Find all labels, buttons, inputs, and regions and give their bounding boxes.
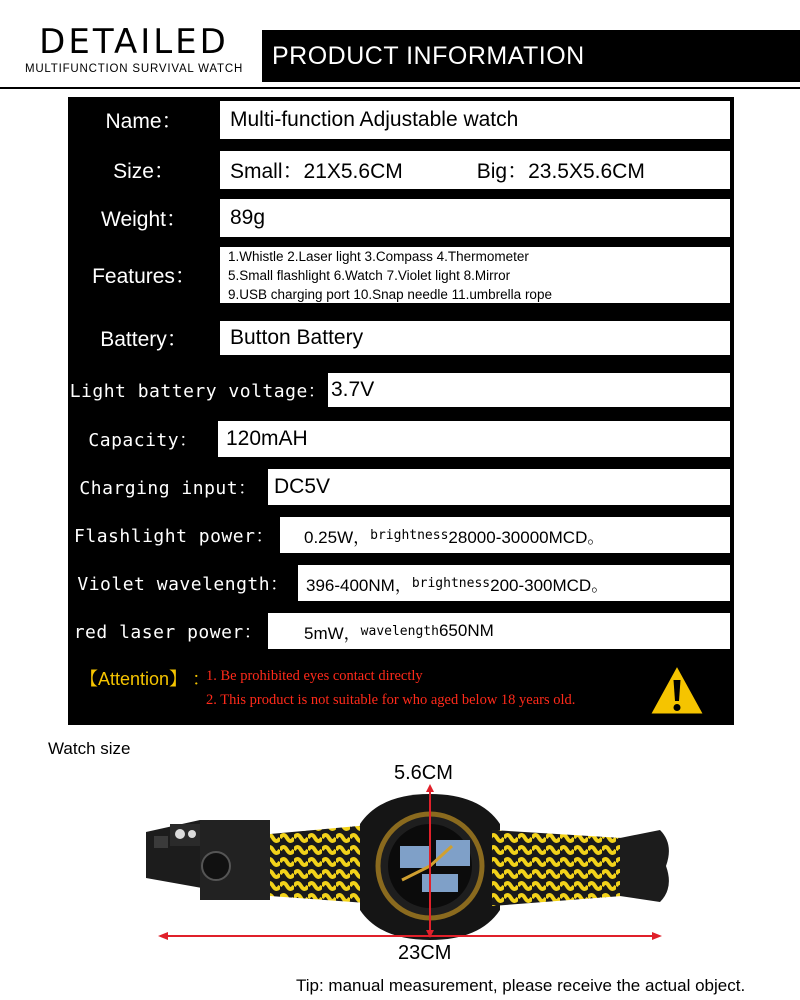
brand-subtitle: MULTIFUNCTION SURVIVAL WATCH <box>24 63 244 75</box>
value-part: wavelength <box>360 623 439 639</box>
header-divider <box>0 87 800 89</box>
measurement-tip: Tip: manual measurement, please receive the actual object. <box>296 976 746 995</box>
spec-row-name <box>68 97 734 143</box>
attention-title <box>80 665 210 691</box>
value-part: 396-400NM， <box>306 575 412 595</box>
spec-label: Capacity： <box>88 430 198 451</box>
spec-row-size <box>68 147 734 193</box>
spec-label: Flashlight power： <box>74 526 274 547</box>
feature-line: 9.USB charging port 10.Snap needle 11.umbrella rope <box>228 286 552 302</box>
section-title: PRODUCT INFORMATION <box>262 30 800 82</box>
spec-row-battery <box>68 317 734 359</box>
value-part: 0.25W， <box>304 527 371 547</box>
spec-value: Multi-function Adjustable watch <box>220 101 730 139</box>
attention-box <box>68 657 734 725</box>
height-dimension: 5.6CM <box>394 762 453 784</box>
watch-illustration <box>140 784 680 944</box>
value-part: 650NM <box>438 621 494 640</box>
spec-label: Light battery voltage： <box>69 381 327 402</box>
value-part: brightness <box>370 527 449 543</box>
brand-title: DETAILED <box>39 22 229 62</box>
spec-row-capacity <box>68 417 734 461</box>
spec-label: Violet wavelength： <box>77 574 289 595</box>
spec-label: Name： <box>105 110 183 133</box>
spec-label: Charging input： <box>79 478 257 499</box>
value-part: 5mW， <box>304 623 361 643</box>
spec-row-violet <box>68 561 734 605</box>
spec-value: 89g <box>220 199 730 237</box>
spec-row-charging <box>68 465 734 509</box>
feature-line: 5.Small flashlight 6.Watch 7.Violet light 8.Mirror <box>228 267 511 283</box>
value-part: 28000-30000MCD。 <box>448 527 605 547</box>
value-part: brightness <box>411 575 491 591</box>
spec-value: 120mAH <box>218 421 730 457</box>
spec-label: Size： <box>113 160 175 183</box>
spec-label: Weight： <box>101 208 187 231</box>
attention-colon: ： <box>192 669 211 689</box>
spec-value: DC5V <box>268 469 730 505</box>
spec-label: Battery： <box>100 328 188 351</box>
spec-row-laser <box>68 609 734 653</box>
spec-value: Button Battery <box>220 321 730 355</box>
spec-value <box>298 565 730 601</box>
spec-row-voltage <box>68 369 734 411</box>
spec-row-features <box>68 245 734 305</box>
spec-row-flashlight <box>68 513 734 557</box>
spec-label: red laser power： <box>73 622 263 643</box>
attention-line-2: 2. This product is not suitable for who aged below 18 years old. <box>206 692 576 708</box>
size-big: Big：23.5X5.6CM <box>476 160 645 183</box>
watch-size-label: Watch size <box>48 739 131 758</box>
spec-value <box>268 613 730 649</box>
feature-line: 1.Whistle 2.Laser light 3.Compass 4.Thermometer <box>228 248 529 264</box>
length-dimension: 23CM <box>398 942 452 964</box>
attention-label: 【Attention】 <box>80 669 188 689</box>
value-part: 200-300MCD。 <box>490 575 609 595</box>
size-small: Small：21X5.6CM <box>230 160 403 183</box>
brand-logo <box>20 24 248 75</box>
warning-icon <box>646 661 708 719</box>
spec-table <box>68 97 734 725</box>
spec-label: Features： <box>92 265 196 288</box>
attention-line-1: 1. Be prohibited eyes contact directly <box>206 668 423 684</box>
spec-value <box>220 151 730 189</box>
spec-value <box>280 517 730 553</box>
spec-row-weight <box>68 195 734 241</box>
features-list <box>220 247 730 303</box>
spec-value: 3.7V <box>328 373 730 407</box>
